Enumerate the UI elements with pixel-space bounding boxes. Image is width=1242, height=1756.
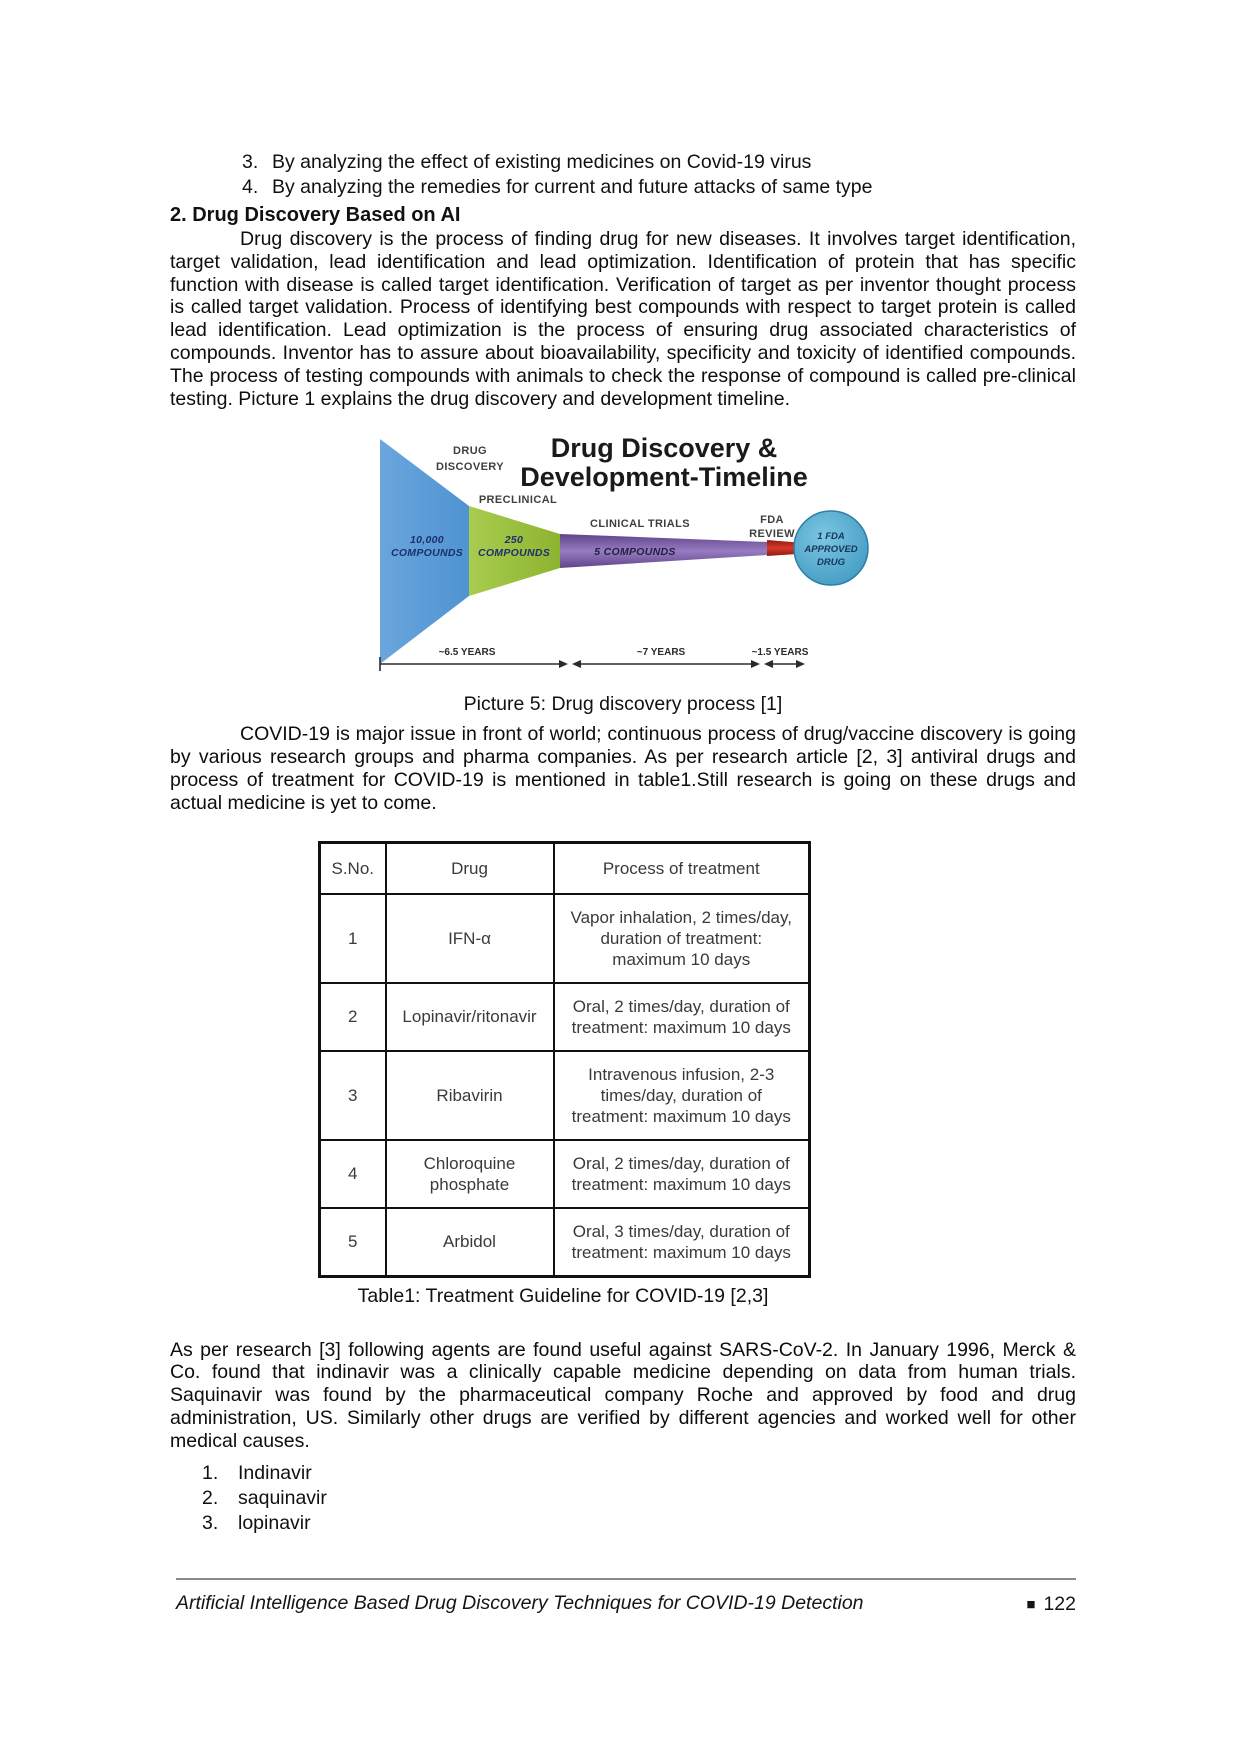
cell-sno: 2 <box>320 983 386 1051</box>
years-clinical: ~7 YEARS <box>636 647 686 659</box>
cell-drug: Ribavirin <box>386 1051 554 1140</box>
timeline-axis <box>380 657 805 671</box>
cell-sno: 3 <box>320 1051 386 1140</box>
header-drug: Drug <box>386 842 554 894</box>
treatment-table-wrap <box>318 841 808 1309</box>
header-treatment: Process of treatment <box>554 842 810 894</box>
funnel-diagram <box>342 426 877 678</box>
label-clinical-trials: CLINICAL TRIALS <box>590 518 690 531</box>
value-preclinical-compounds: COMPOUNDS <box>477 547 551 560</box>
table-row <box>320 1051 810 1140</box>
years-discovery: ~6.5 YEARS <box>438 647 496 659</box>
agent-list <box>170 1461 1076 1536</box>
cell-drug: IFN-α <box>386 894 554 983</box>
list-item-number: 3. <box>242 151 259 173</box>
page-content <box>170 150 1076 1536</box>
list-item-number: 3. <box>202 1511 219 1534</box>
footer-divider <box>176 1578 1076 1580</box>
value-approved-drug: APPROVED <box>804 544 858 556</box>
paragraph-drug-discovery: Drug discovery is the process of finding drug for new diseases. It involves target identification, target validation, lead identification and lead optimization. Identification of protein that has specific function with disease is called target identification. Verification of target as per inventor thought process is called target validation. Process of identifying best compounds with respect to target protein is called lead identification. Lead optimization is the process of ensuring drug associated characteristics of compounds. Inventor has to assure about bioavailability, specificity and toxicity of identified compounds. The process of testing compounds with animals to check the response of compound is called pre-clinical testing. Picture 1 explains the drug discovery and development timeline. <box>170 228 1076 410</box>
value-discovery-compounds: COMPOUNDS <box>390 547 464 560</box>
page-number <box>1026 1593 1076 1616</box>
label-fda-review: FDA <box>760 514 784 527</box>
list-item-number: 2. <box>202 1486 219 1509</box>
cell-sno: 5 <box>320 1208 386 1277</box>
figure-caption: Picture 5: Drug discovery process [1] <box>463 693 783 716</box>
value-clinical-compounds: 5 COMPOUNDS <box>594 546 676 559</box>
section-heading: 2. Drug Discovery Based on AI <box>170 204 461 226</box>
square-marker-icon: ■ <box>1026 1596 1036 1613</box>
page-footer <box>176 1578 1076 1616</box>
label-preclinical: PRECLINICAL <box>478 494 558 507</box>
cell-drug: Lopinavir/ritonavir <box>386 983 554 1051</box>
list-item <box>170 150 1076 175</box>
cell-sno: 1 <box>320 894 386 983</box>
list-item <box>170 1486 1076 1511</box>
list-item <box>170 1511 1076 1536</box>
header-sno: S.No. <box>320 842 386 894</box>
treatment-table <box>318 841 811 1278</box>
table-row <box>320 1140 810 1208</box>
figure-title-line1: Drug Discovery & <box>550 433 778 464</box>
list-item-text: lopinavir <box>238 1511 311 1534</box>
label-fda-review: REVIEW <box>749 528 795 541</box>
list-item-number: 1. <box>202 1461 219 1484</box>
cell-treatment: Intravenous infusion, 2-3 times/day, duration of treatment: maximum 10 days <box>554 1051 810 1140</box>
drug-discovery-timeline-figure <box>342 426 877 678</box>
table-row <box>320 894 810 983</box>
value-approved-drug: DRUG <box>817 557 845 569</box>
cell-sno: 4 <box>320 1140 386 1208</box>
table-header-row <box>320 842 810 894</box>
label-drug-discovery: DRUG <box>453 445 487 458</box>
value-approved-drug: 1 FDA <box>817 531 845 543</box>
value-preclinical-compounds: 250 <box>504 534 524 547</box>
list-item-text: By analyzing the effect of existing medicines on Covid-19 virus <box>272 151 812 173</box>
cell-treatment: Oral, 2 times/day, duration of treatment: maximum 10 days <box>554 983 810 1051</box>
paragraph-sars-agents: As per research [3] following agents are found useful against SARS-CoV-2. In January 1996, Merck & Co. found that indinavir was a clinically capable medicine depending on data from human trials. Saquinavir was found by the pharmaceutical company Roche and approved by food and drug administration, US. Similarly other drugs are verified by different agencies and worked well for other medical causes. <box>170 1338 1076 1452</box>
table-row <box>320 1208 810 1277</box>
cell-treatment: Vapor inhalation, 2 times/day, duration of treatment: maximum 10 days <box>554 894 810 983</box>
figure-title-line2: Development-Timeline <box>520 462 808 493</box>
cell-treatment: Oral, 2 times/day, duration of treatment: maximum 10 days <box>554 1140 810 1208</box>
cell-drug: Chloroquine phosphate <box>386 1140 554 1208</box>
list-item <box>170 175 1076 200</box>
list-item <box>170 1461 1076 1486</box>
cell-drug: Arbidol <box>386 1208 554 1277</box>
label-drug-discovery: DISCOVERY <box>436 461 504 474</box>
list-item-number: 4. <box>242 176 259 198</box>
table-row <box>320 983 810 1051</box>
years-fda: ~1.5 YEARS <box>751 647 809 659</box>
list-item-text: By analyzing the remedies for current and future attacks of same type <box>272 176 873 198</box>
cell-treatment: Oral, 3 times/day, duration of treatment: maximum 10 days <box>554 1208 810 1277</box>
paragraph-covid-drugs: COVID-19 is major issue in front of world; continuous process of drug/vaccine discovery is going by various research groups and pharma companies. As per research article [2, 3] antiviral drugs and process of treatment for COVID-19 is mentioned in table1.Still research is going on these drugs and actual medicine is yet to come. <box>170 723 1076 814</box>
table-caption: Table1: Treatment Guideline for COVID-19 [2,3] <box>357 1284 769 1307</box>
list-item-text: saquinavir <box>238 1486 327 1509</box>
list-item-text: Indinavir <box>238 1461 312 1484</box>
running-title: Artificial Intelligence Based Drug Discovery Techniques for COVID-19 Detection <box>176 1592 864 1614</box>
value-discovery-compounds: 10,000 <box>410 534 444 547</box>
page-number-value: 122 <box>1043 1593 1076 1615</box>
